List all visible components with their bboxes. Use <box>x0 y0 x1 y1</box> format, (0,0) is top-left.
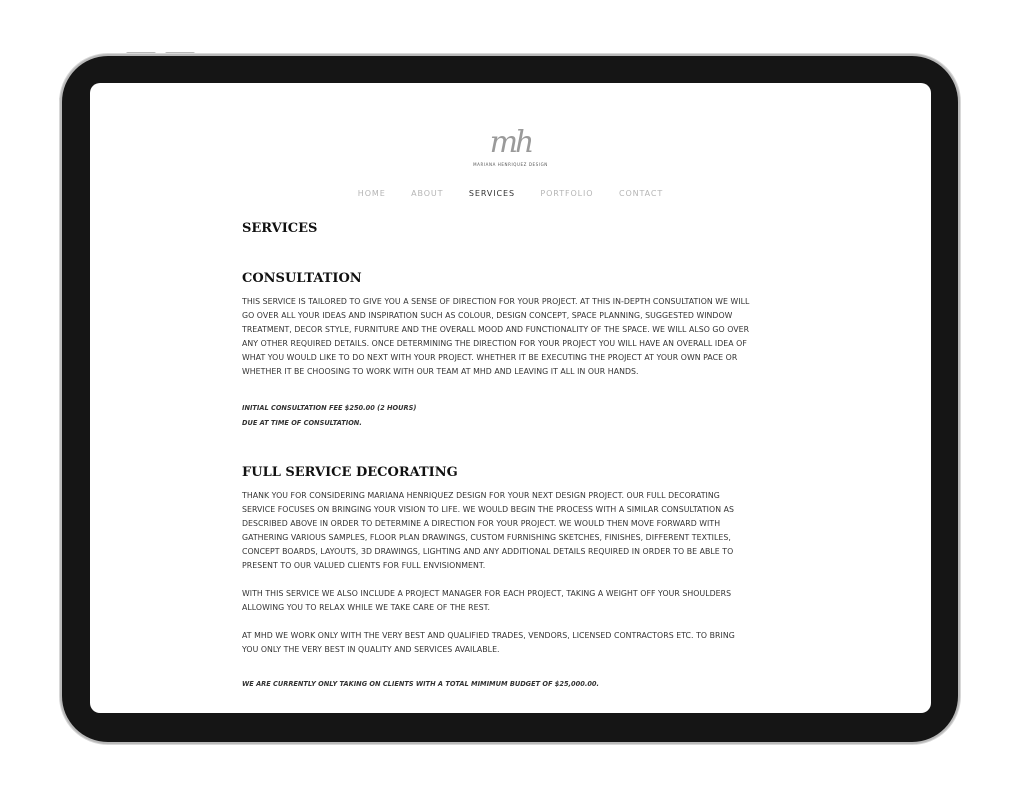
full-service-para-1 <box>242 489 787 573</box>
text-line: AT MHD WE WORK ONLY WITH THE VERY BEST AND QUALIFIED TRADES, VENDORS, LICENSED CONTRACTORS ETC. TO BRING <box>242 631 735 640</box>
text-line: THANK YOU FOR CONSIDERING MARIANA HENRIQUEZ DESIGN FOR YOUR NEXT DESIGN PROJECT. OUR FULL DECORATING <box>242 491 720 500</box>
text-line: GO OVER ALL YOUR IDEAS AND INSPIRATION SUCH AS COLOUR, DESIGN CONCEPT, SPACE PLANNING, SUGGESTED WINDOW <box>242 311 733 320</box>
text-line: CONCEPT BOARDS, LAYOUTS, 3D DRAWINGS, LIGHTING AND ANY ADDITIONAL DETAILS REQUIRED IN ORDER TO BE ABLE TO <box>242 547 734 556</box>
text-line: TREATMENT, DECOR STYLE, FURNITURE AND THE OVERALL MOOD AND FUNCTIONALITY OF THE SPACE. WE WILL ALSO GO OVER <box>242 325 750 334</box>
nav-home[interactable]: HOME <box>357 189 386 198</box>
text-line: GATHERING VARIOUS SAMPLES, FLOOR PLAN DRAWINGS, CUSTOM FURNISHING SKETCHES, FINISHES, DIFFERENT TEXTILES, <box>242 533 731 542</box>
text-line: YOU ONLY THE VERY BEST IN QUALITY AND SERVICES AVAILABLE. <box>242 645 500 654</box>
logo-mark: mh <box>489 125 532 160</box>
tablet-screen <box>90 83 931 713</box>
page-content <box>242 219 787 692</box>
consultation-fee-note <box>242 401 787 431</box>
nav-contact[interactable]: CONTACT <box>618 189 664 198</box>
text-line: ALLOWING YOU TO RELAX WHILE WE TAKE CARE OF THE REST. <box>242 603 491 612</box>
text-line: WHETHER IT BE CHOOSING TO WORK WITH OUR TEAM AT MHD AND LEAVING IT ALL IN OUR HANDS. <box>242 367 639 376</box>
text-line: WHAT YOU WOULD LIKE TO DO NEXT WITH YOUR PROJECT. WHETHER IT BE EXECUTING THE PROJECT AT YOUR OWN PACE OR <box>242 353 738 362</box>
full-service-heading: FULL SERVICE DECORATING <box>242 465 458 480</box>
page-title: SERVICES <box>242 221 318 236</box>
budget-note-wrap <box>242 677 787 692</box>
logo-subtitle: MARIANA HENRIQUEZ DESIGN <box>473 162 548 167</box>
text-line: WITH THIS SERVICE WE ALSO INCLUDE A PROJECT MANAGER FOR EACH PROJECT, TAKING A WEIGHT OFF YOUR SHOULDERS <box>242 589 732 598</box>
consultation-due: DUE AT TIME OF CONSULTATION. <box>242 419 362 427</box>
text-line: PRESENT TO OUR VALUED CLIENTS FOR FULL ENVISIONMENT. <box>242 561 486 570</box>
nav-portfolio[interactable]: PORTFOLIO <box>540 189 594 198</box>
budget-note: WE ARE CURRENTLY ONLY TAKING ON CLIENTS WITH A TOTAL MIMIMUM BUDGET OF $25,000.00. <box>242 680 600 688</box>
nav-services[interactable]: SERVICES <box>468 189 515 198</box>
full-service-para-3 <box>242 629 787 657</box>
text-line: SERVICE FOCUSES ON BRINGING YOUR VISION TO LIFE. WE WOULD BEGIN THE PROCESS WITH A SIMILAR CONSULTATION AS <box>242 505 734 514</box>
nav-about[interactable]: ABOUT <box>411 189 444 198</box>
text-line: ANY OTHER REQUIRED DETAILS. ONCE DETERMINING THE DIRECTION FOR YOUR PROJECT YOU WILL HAVE AN OVERALL IDEA OF <box>242 339 747 348</box>
site-logo[interactable] <box>90 127 931 167</box>
consultation-fee: INITIAL CONSULTATION FEE $250.00 (2 HOURS) <box>242 404 417 412</box>
text-line: DESCRIBED ABOVE IN ORDER TO DETERMINE A DIRECTION FOR YOUR PROJECT. WE WOULD THEN MOVE FORWARD WITH <box>242 519 721 528</box>
consultation-description <box>242 295 787 379</box>
main-nav <box>90 189 931 198</box>
consultation-heading: CONSULTATION <box>242 271 362 286</box>
full-service-para-2 <box>242 587 787 615</box>
text-line: THIS SERVICE IS TAILORED TO GIVE YOU A SENSE OF DIRECTION FOR YOUR PROJECT. AT THIS IN-DEPTH CONSULTATION WE WILL <box>242 297 750 306</box>
